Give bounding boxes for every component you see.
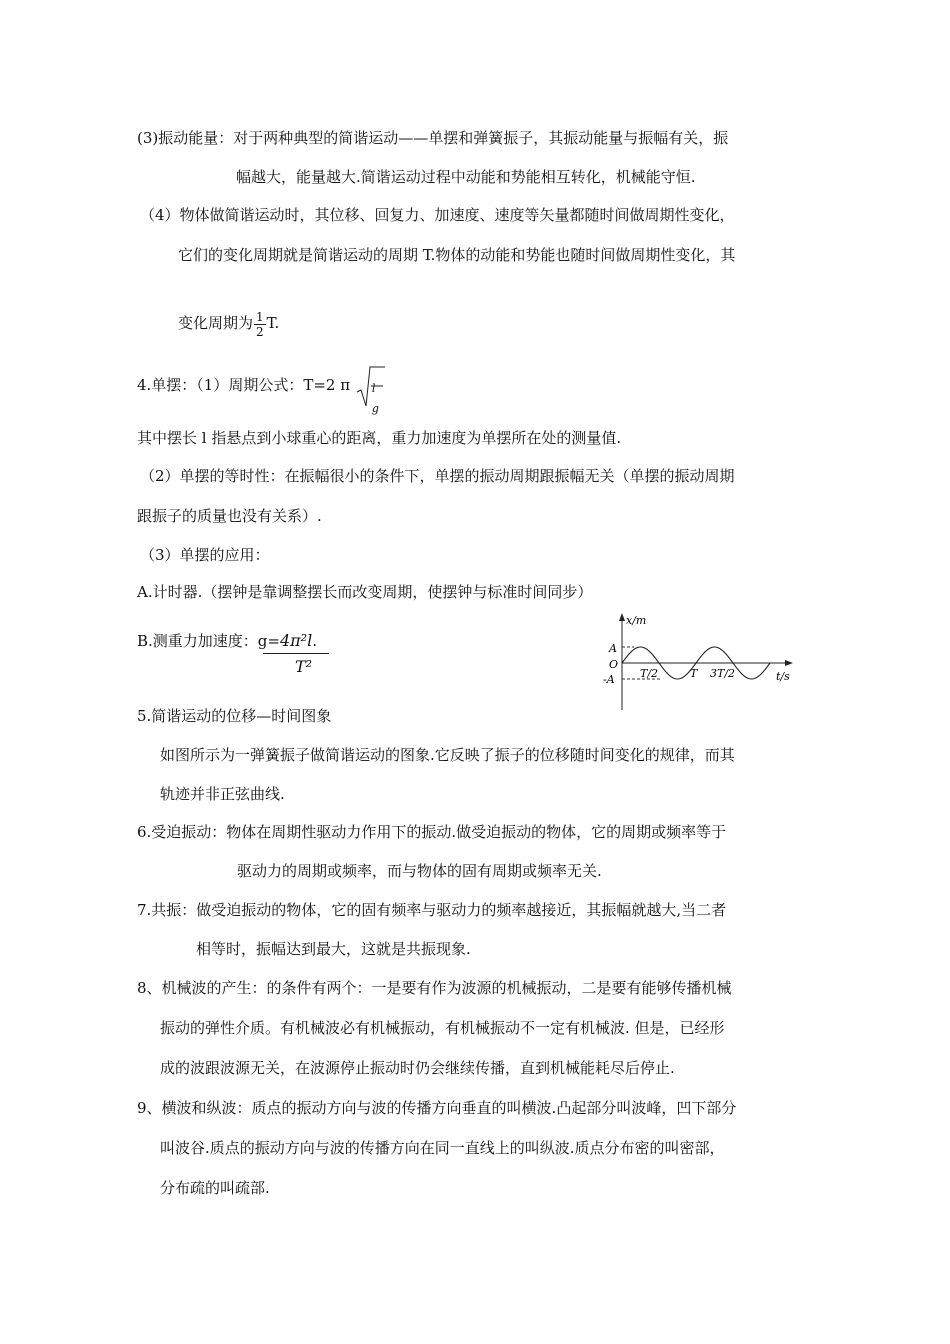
formula-numerator: 4π²l — [279, 631, 313, 650]
negative-amplitude-label: -A — [603, 673, 615, 686]
formula-denominator: T² — [295, 657, 313, 676]
x-axis-label: t/s — [776, 670, 790, 683]
text-line: （4）物体做简谐运动时，其位移、回复力、加速度、速度等矢量都随时间做周期性变化， — [140, 206, 735, 224]
text-line: 如图所示为一弹簧振子做简谐运动的图象.它反映了振子的位移随时间变化的规律，而其 — [160, 746, 735, 764]
tick-label-period: T — [690, 667, 698, 680]
y-axis-label: x/m — [626, 614, 647, 627]
text-line: 成的波跟波源无关，在波源停止振动时仍会继续传播，直到机械能耗尽后停止. — [160, 1059, 675, 1077]
y-axis-arrow-icon — [619, 613, 625, 621]
text-segment: T. — [266, 314, 280, 332]
text-segment: B.测重力加速度：g= — [137, 632, 280, 650]
fraction — [254, 310, 266, 339]
text-segment: . — [312, 632, 317, 650]
text-line: 振动的弹性介质。有机械波必有机械振动，有机械振动不一定有机械波. 但是，已经形 — [160, 1019, 725, 1037]
text-line: 7.共振：做受迫振动的物体，它的固有频率与驱动力的频率越接近，其振幅就越大,当二者 — [137, 901, 727, 919]
text-line: 分布疏的叫疏部. — [160, 1179, 270, 1197]
text-line: (3)振动能量：对于两种典型的简谐运动——单摆和弹簧振子，其振动能量与振幅有关，振 — [137, 129, 729, 147]
text-segment: 变化周期为 — [178, 314, 254, 332]
period-fraction-line — [178, 300, 279, 346]
sqrt-denominator: g — [371, 402, 379, 415]
amplitude-label: A — [609, 642, 617, 655]
text-line: 相等时，振幅达到最大，这就是共振现象. — [196, 940, 471, 958]
fraction-numerator: 1 — [256, 309, 264, 324]
text-line: 跟振子的质量也没有关系）. — [137, 507, 322, 525]
text-line: 9、横波和纵波：质点的振动方向与波的传播方向垂直的叫横波.凸起部分叫波峰，凹下部分 — [137, 1099, 737, 1117]
text-line: A.计时器.（摆钟是靠调整摆长而改变周期，使摆钟与标准时间同步） — [137, 583, 593, 601]
text-line: 驱动力的周期或频率，而与物体的固有周期或频率无关. — [237, 862, 602, 880]
text-line: 6.受迫振动：物体在周期性驱动力作用下的振动.做受迫振动的物体，它的周期或频率等于 — [137, 823, 727, 841]
text-line: （2）单摆的等时性：在振幅很小的条件下，单摆的振动周期跟振幅无关（单摆的振动周期 — [140, 467, 735, 485]
text-line: 其中摆长 l 指悬点到小球重心的距离，重力加速度为单摆所在处的测量值. — [137, 429, 622, 447]
fraction-bar — [263, 653, 329, 654]
text-line: 幅越大，能量越大.简谐运动过程中动能和势能相互转化，机械能守恒. — [236, 168, 696, 186]
text-line: 叫波谷.质点的振动方向与波的传播方向在同一直线上的叫纵波.质点分布密的叫密部， — [160, 1139, 725, 1157]
text-line: （3）单摆的应用： — [140, 546, 270, 564]
tick-label-three-half-period: 3T/2 — [710, 667, 736, 680]
text-line: 它们的变化周期就是简谐运动的周期 T.物体的动能和势能也随时间做周期性变化，其 — [178, 246, 736, 264]
shm-displacement-graph — [600, 610, 800, 712]
sqrt-numerator: l — [371, 382, 376, 395]
pendulum-formula-line — [137, 362, 385, 415]
tick-label-half-period: T/2 — [640, 667, 659, 680]
fraction-denominator: 2 — [256, 324, 264, 339]
x-axis-arrow-icon — [785, 660, 793, 666]
sqrt-expression — [355, 364, 385, 415]
text-segment: 4.单摆：（1）周期公式：T=2 π — [137, 376, 351, 394]
sqrt-sign-icon — [355, 364, 385, 408]
gravity-formula-line — [137, 631, 317, 651]
text-line: 8、机械波的产生：的条件有两个：一是要有作为波源的机械振动，二是要有能够传播机械 — [137, 979, 732, 997]
text-line: 5.简谐运动的位移—时间图象 — [137, 707, 332, 725]
text-line: 轨迹并非正弦曲线. — [160, 785, 285, 803]
origin-label: O — [609, 658, 619, 671]
